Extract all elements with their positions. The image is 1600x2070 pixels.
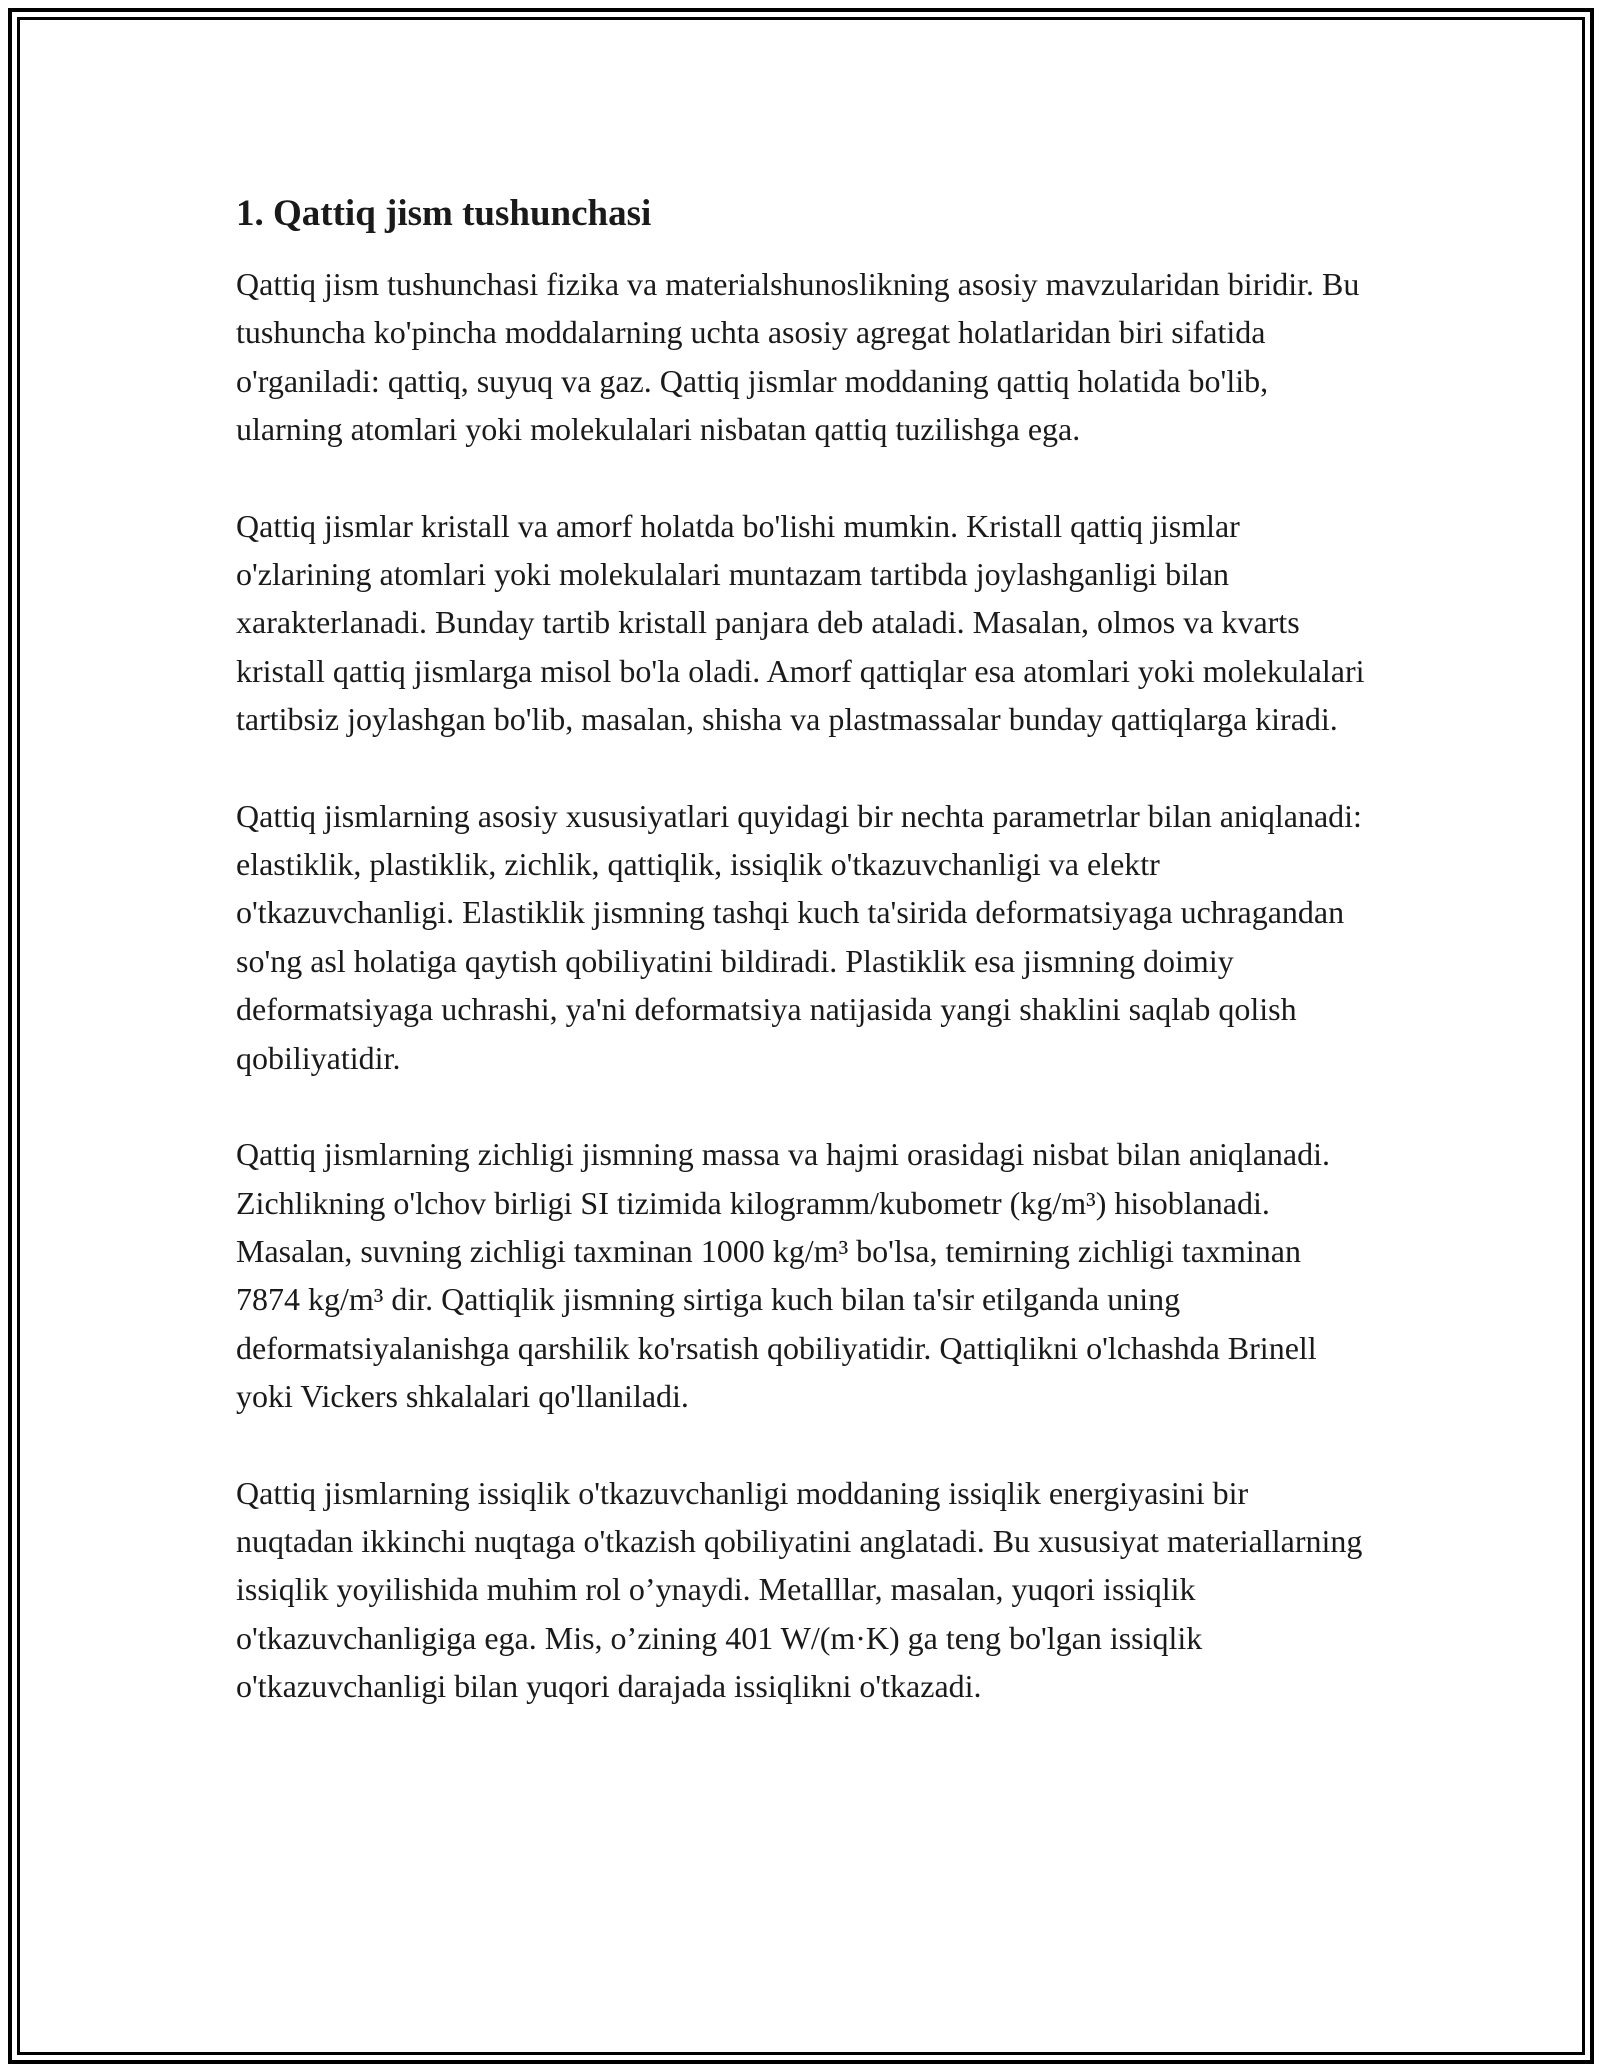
section-heading: 1. Qattiq jism tushunchasi [236,193,652,234]
document-body [236,188,1366,1711]
paragraph-5: Qattiq jismlarning issiqlik o'tkazuvchanligi moddaning issiqlik energiyasini bir nuqtadan ikkinchi nuqtaga o'tkazish qobiliyatini anglatadi. Bu xususiyat materiallarning issiqlik yoyilishida muhim rol o’ynaydi. Metalllar, masalan, yuqori issiqlik o'tkazuvchanligiga ega. Mis, o’zining 401 W/(m·K) ga teng bo'lgan issiqlik o'tkazuvchanligi bilan yuqori darajada issiqlikni o'tkazadi. [236,1474,1363,1705]
paragraph-1: Qattiq jism tushunchasi fizika va materialshunoslikning asosiy mavzularidan biridir. Bu tushuncha ko'pincha moddalarning uchta asosiy agregat holatlaridan biri sifatida o'rganiladi: qattiq, suyuq va gaz. Qattiq jismlar moddaning qattiq holatida bo'lib, ularning atomlari yoki molekulalari nisbatan qattiq tuzilishga ega. [236,266,1360,448]
paragraph-4: Qattiq jismlarning zichligi jismning massa va hajmi orasidagi nisbat bilan aniqlanadi. Zichlikning o'lchov birligi SI tizimida kilogramm/kubometr (kg/m³) hisoblanadi. Masalan, suvning zichligi taxminan 1000 kg/m³ bo'lsa, temirning zichligi taxminan 7874 kg/m³ dir. Qattiqlik jismning sirtiga kuch bilan ta'sir etilganda uning deformatsiyalanishga qarshilik ko'rsatish qobiliyatidir. Qattiqlikni o'lchashda Brinell yoki Vickers shkalalari qo'llaniladi. [236,1136,1331,1415]
paragraph-2: Qattiq jismlar kristall va amorf holatda bo'lishi mumkin. Kristall qattiq jismlar o'zlarining atomlari yoki molekulalari muntazam tartibda joylashganligi bilan xarakterlanadi. Bunday tartib kristall panjara deb ataladi. Masalan, olmos va kvarts kristall qattiq jismlarga misol bo'la oladi. Amorf qattiqlar esa atomlari yoki molekulalari tartibsiz joylashgan bo'lib, masalan, shisha va plastmassalar bunday qattiqlarga kiradi. [236,507,1365,738]
paragraph-3: Qattiq jismlarning asosiy xususiyatlari quyidagi bir nechta parametrlar bilan aniqlanadi: elastiklik, plastiklik, zichlik, qattiqlik, issiqlik o'tkazuvchanligi va elektr o'tkazuvchanligi. Elastiklik jismning tashqi kuch ta'sirida deformatsiyaga uchragandan so'ng asl holatiga qaytish qobiliyatini bildiradi. Plastiklik esa jismning doimiy deformatsiyaga uchrashi, ya'ni deformatsiya natijasida yangi shaklini saqlab qolish qobiliyatidir. [236,797,1362,1076]
